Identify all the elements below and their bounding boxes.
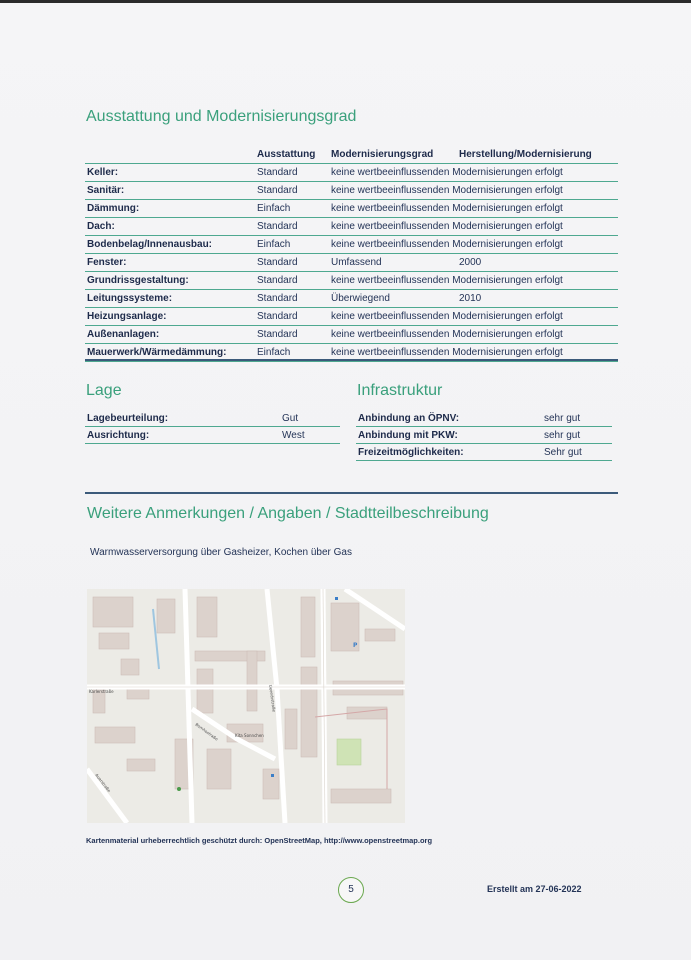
row-label: Fenster:: [85, 254, 255, 272]
row-label: Keller:: [85, 164, 255, 182]
table-row: [85, 410, 340, 427]
table-row: [85, 290, 618, 308]
table-row: [85, 218, 618, 236]
table-row: [85, 427, 340, 444]
table-row: [85, 182, 618, 200]
row-ausstattung: Einfach: [255, 200, 329, 218]
infrastruktur-table: [356, 410, 612, 461]
table-row: [85, 326, 618, 344]
map-credit: Kartenmaterial urheberrechtlich geschützt durch: OpenStreetMap, http://www.openstreetmap.org: [86, 836, 433, 845]
row-label: Heizungsanlage:: [85, 308, 255, 326]
row-ausstattung: Standard: [255, 272, 329, 290]
lage-label: Lagebeurteilung:: [85, 410, 280, 427]
row-modernisierungsgrad: keine wertbeeinflussenden Modernisierungen erfolgt: [329, 326, 618, 344]
row-ausstattung: Standard: [255, 182, 329, 200]
row-label: Grundrissgestaltung:: [85, 272, 255, 290]
street-label: Ueendrstraße: [268, 684, 277, 713]
table-row: [356, 410, 612, 427]
street-label: Auerstraße: [94, 772, 112, 794]
poi-label: Kita Sonnchen: [235, 733, 264, 738]
table-row: [85, 200, 618, 218]
created-date: Erstellt am 27-06-2022: [487, 884, 582, 894]
infra-label: Anbindung mit PKW:: [356, 427, 542, 444]
row-modernisierungsgrad: keine wertbeeinflussenden Modernisierungen erfolgt: [329, 272, 618, 290]
section-title-anmerkungen: Weitere Anmerkungen / Angaben / Stadtteilbeschreibung: [87, 505, 489, 522]
row-label: Dämmung:: [85, 200, 255, 218]
street-label: Bomhostraße: [194, 721, 220, 742]
map-graphic: [87, 589, 405, 823]
header-modernisierungsgrad: Modernisierungsgrad: [331, 149, 434, 160]
row-modernisierungsgrad: keine wertbeeinflussenden Modernisierungen erfolgt: [329, 236, 618, 254]
lage-label: Ausrichtung:: [85, 427, 280, 444]
row-ausstattung: Standard: [255, 218, 329, 236]
row-herstellung: 2010: [457, 290, 618, 308]
row-modernisierungsgrad: keine wertbeeinflussenden Modernisierungen erfolgt: [329, 218, 618, 236]
infra-value: sehr gut: [542, 427, 612, 444]
row-ausstattung: Standard: [255, 164, 329, 182]
row-ausstattung: Standard: [255, 290, 329, 308]
header-herstellung: Herstellung/Modernisierung: [459, 149, 592, 160]
row-modernisierungsgrad: Überwiegend: [329, 290, 457, 308]
table-row: [85, 272, 618, 290]
lage-value: Gut: [280, 410, 340, 427]
row-label: Bodenbelag/Innenausbau:: [85, 236, 255, 254]
section-title-ausstattung: Ausstattung und Modernisierungsgrad: [86, 108, 357, 125]
row-ausstattung: Standard: [255, 308, 329, 326]
section-divider: [85, 492, 618, 494]
table-row: [85, 164, 618, 182]
table-header-row: [85, 146, 618, 164]
row-herstellung: 2000: [457, 254, 618, 272]
row-ausstattung: Einfach: [255, 236, 329, 254]
row-label: Sanitär:: [85, 182, 255, 200]
street-label: Karlerstraße: [89, 689, 114, 694]
table-row: [85, 236, 618, 254]
section-title-lage: Lage: [86, 382, 122, 399]
scan-edge: [0, 0, 691, 3]
row-modernisierungsgrad: keine wertbeeinflussenden Modernisierungen erfolgt: [329, 182, 618, 200]
header-empty: [85, 146, 255, 164]
infra-value: sehr gut: [542, 410, 612, 427]
row-modernisierungsgrad: Umfassend: [329, 254, 457, 272]
lage-table: [85, 410, 340, 444]
table-row: [85, 308, 618, 326]
row-modernisierungsgrad: keine wertbeeinflussenden Modernisierungen erfolgt: [329, 200, 618, 218]
row-label: Dach:: [85, 218, 255, 236]
section-title-infrastruktur: Infrastruktur: [357, 382, 443, 399]
table-row: [356, 444, 612, 461]
tree-icon: [177, 787, 181, 791]
row-ausstattung: Einfach: [255, 344, 329, 362]
page-number: 5: [338, 877, 364, 903]
row-label: Mauerwerk/Wärmedämmung:: [85, 344, 255, 362]
table-row: [356, 427, 612, 444]
row-ausstattung: Standard: [255, 326, 329, 344]
row-label: Leitungssysteme:: [85, 290, 255, 308]
row-ausstattung: Standard: [255, 254, 329, 272]
row-modernisierungsgrad: keine wertbeeinflussenden Modernisierungen erfolgt: [329, 344, 618, 362]
row-modernisierungsgrad: keine wertbeeinflussenden Modernisierungen erfolgt: [329, 308, 618, 326]
row-modernisierungsgrad: keine wertbeeinflussenden Modernisierungen erfolgt: [329, 164, 618, 182]
section-divider: [85, 359, 618, 361]
row-label: Außenanlagen:: [85, 326, 255, 344]
header-ausstattung: Ausstattung: [257, 149, 316, 160]
parking-icon: P: [353, 642, 358, 649]
ausstattung-table: [85, 146, 618, 362]
infra-label: Anbindung an ÖPNV:: [356, 410, 542, 427]
anmerkungen-text: Warmwasserversorgung über Gasheizer, Kochen über Gas: [90, 547, 352, 558]
infra-value: Sehr gut: [542, 444, 612, 461]
location-map: [87, 589, 405, 823]
table-row: [85, 254, 618, 272]
lage-value: West: [280, 427, 340, 444]
infra-label: Freizeitmöglichkeiten:: [356, 444, 542, 461]
